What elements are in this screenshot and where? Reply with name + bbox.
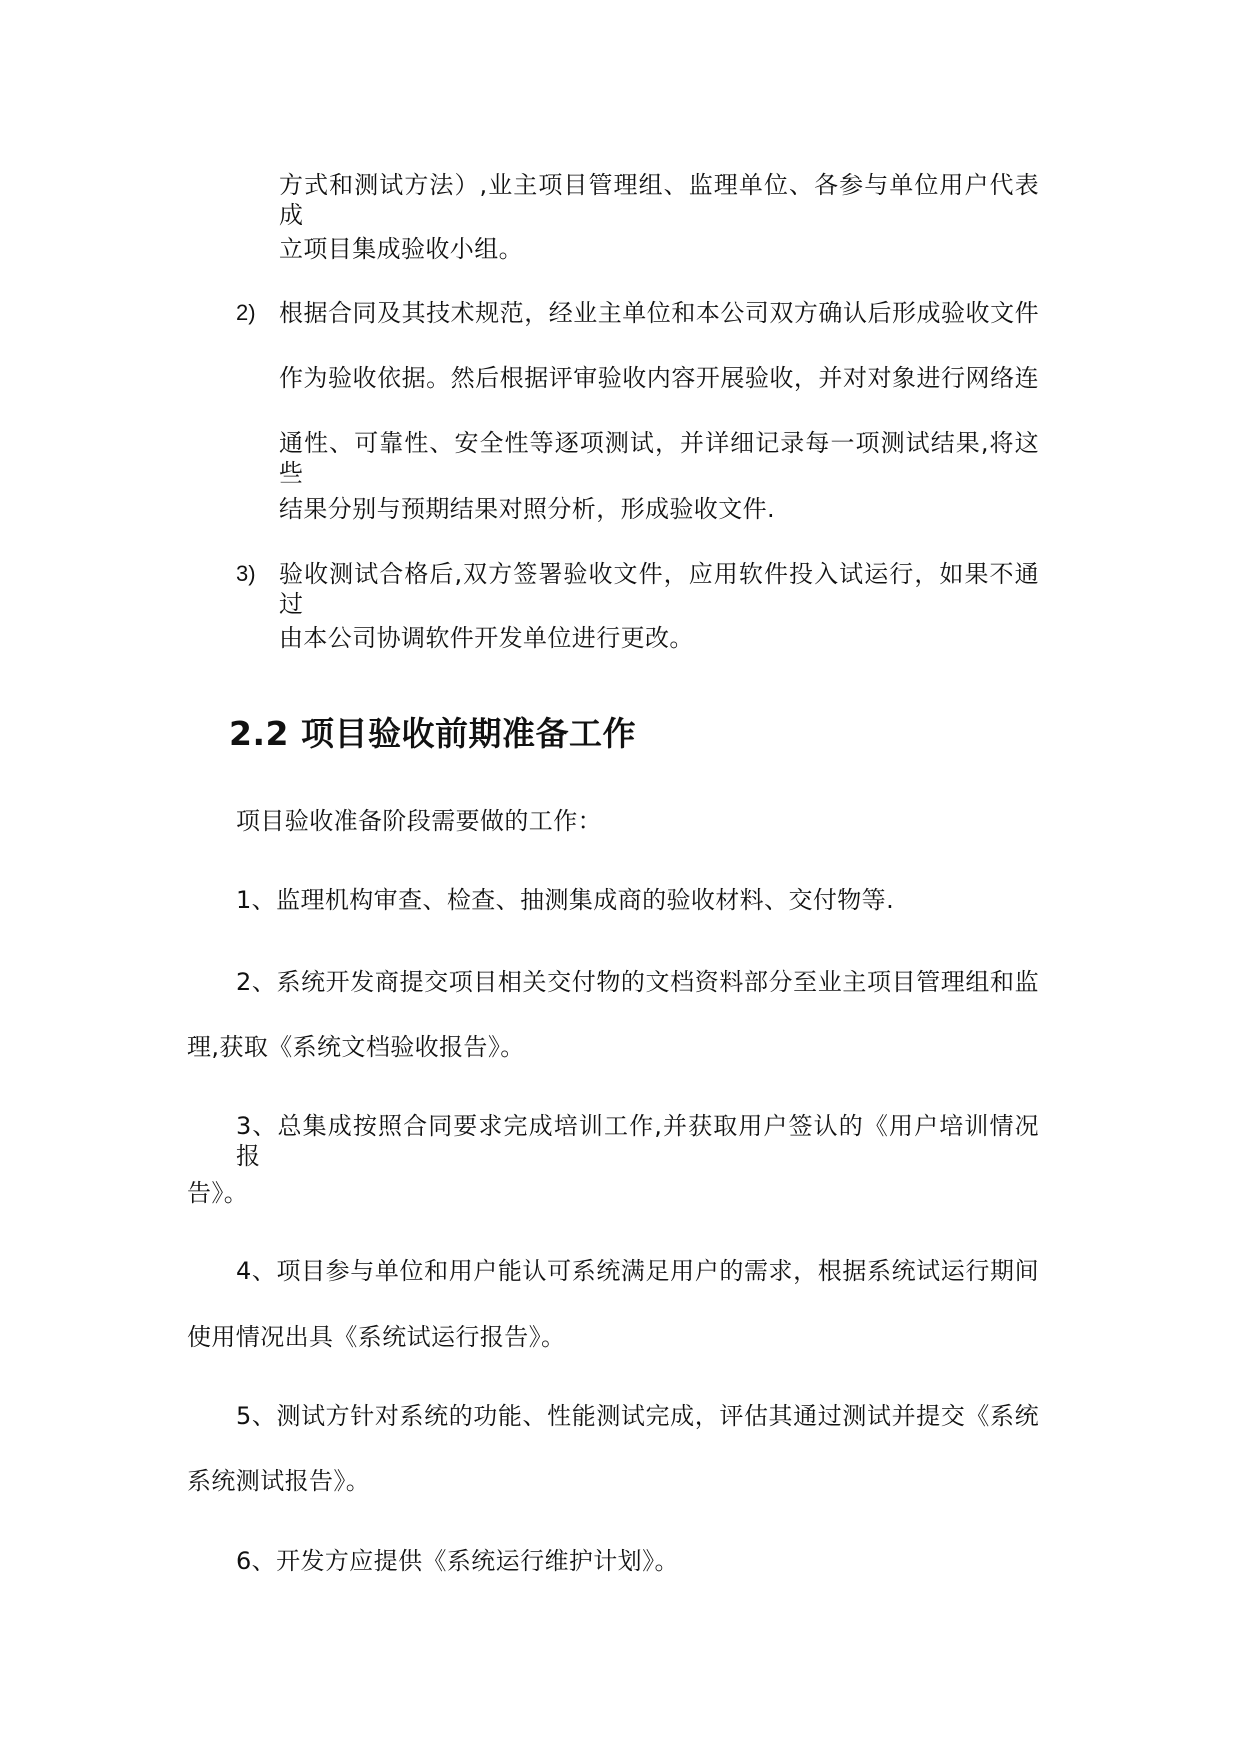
paragraph-6-line-1: 6、开发方应提供《系统运行维护计划》。: [236, 1547, 679, 1575]
paragraph-5-line-2: 系统测试报告》。: [187, 1467, 371, 1495]
list-item-2-number: 2): [236, 300, 256, 325]
paragraph-4-line-2: 使用情况出具《系统试运行报告》。: [187, 1323, 566, 1351]
list-item-1-line-1: 方式和测试方法）,业主项目管理组、监理单位、各参与单位用户代表成: [279, 171, 1039, 229]
paragraph-3-line-1: 3、总集成按照合同要求完成培训工作,并获取用户签认的《用户培训情况报: [236, 1112, 1039, 1170]
list-item-2-line-2: 作为验收依据。然后根据评审验收内容开展验收，并对对象进行网络连: [279, 364, 1039, 392]
paragraph-4-line-1: 4、项目参与单位和用户能认可系统满足用户的需求，根据系统试运行期间: [236, 1257, 1039, 1285]
paragraph-3-line-2: 告》。: [187, 1179, 249, 1207]
list-item-2-line-3: 通性、可靠性、安全性等逐项测试，并详细记录每一项测试结果,将这些: [279, 429, 1039, 487]
list-item-1-line-2: 立项目集成验收小组。: [279, 235, 523, 263]
list-item-3-number: 3): [236, 561, 256, 586]
paragraph-2-line-1: 2、系统开发商提交项目相关交付物的文档资料部分至业主项目管理组和监: [236, 968, 1039, 996]
list-item-2-line-1: 根据合同及其技术规范，经业主单位和本公司双方确认后形成验收文件: [279, 299, 1039, 327]
list-item-3-line-1: 验收测试合格后,双方签署验收文件，应用软件投入试运行，如果不通过: [279, 560, 1039, 618]
section-heading: 2.2 项目验收前期准备工作: [229, 714, 636, 753]
paragraph-2-line-2: 理,获取《系统文档验收报告》。: [187, 1033, 525, 1061]
paragraph-1-line-1: 1、监理机构审查、检查、抽测集成商的验收材料、交付物等.: [236, 886, 895, 914]
section-intro: 项目验收准备阶段需要做的工作：: [236, 807, 602, 835]
list-item-2-line-4: 结果分别与预期结果对照分析，形成验收文件.: [279, 495, 776, 523]
list-item-3-line-2: 由本公司协调软件开发单位进行更改。: [279, 624, 694, 652]
paragraph-5-line-1: 5、测试方针对系统的功能、性能测试完成，评估其通过测试并提交《系统: [236, 1402, 1039, 1430]
